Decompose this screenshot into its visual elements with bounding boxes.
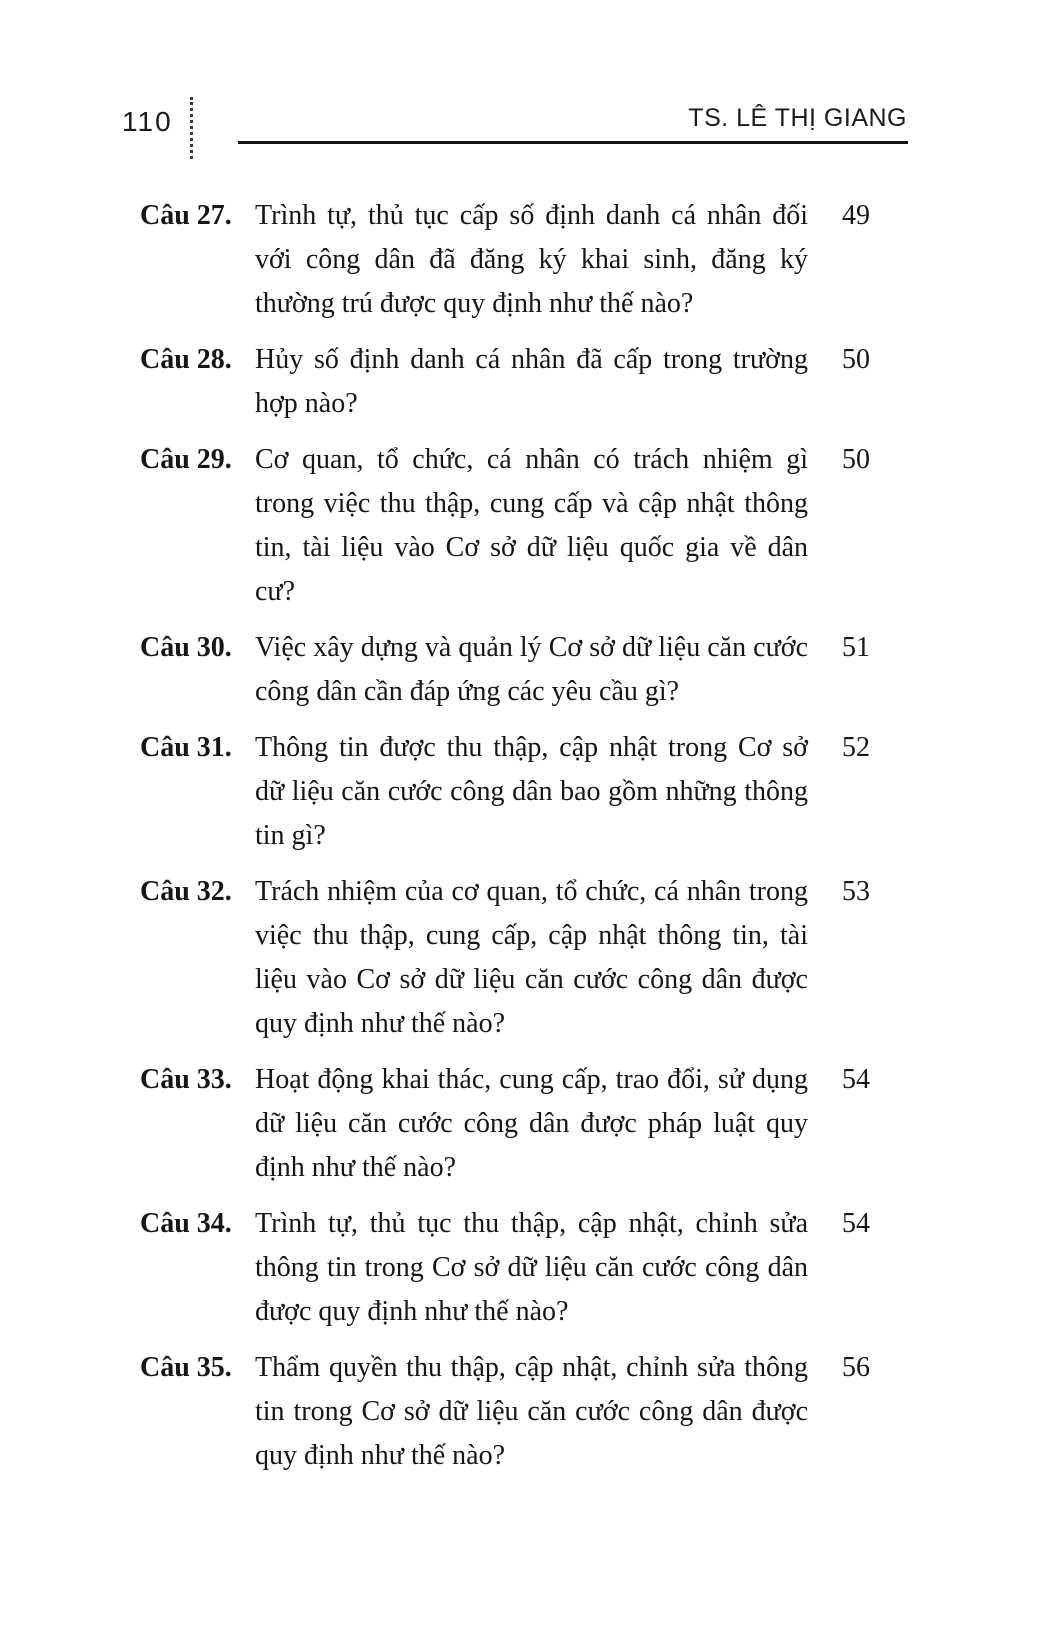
toc-entry <box>140 870 870 1046</box>
toc-entry-label: Câu 27. <box>140 200 232 231</box>
toc-entry-page-number: 53 <box>842 876 870 907</box>
toc-entry-page-number: 54 <box>842 1208 870 1239</box>
toc-entry-text: Cơ quan, tổ chức, cá nhân có trách nhiệm gì trong việc thu thập, cung cấp và cập nhật thông tin, tài liệu vào Cơ sở dữ liệu quốc gia về dân cư? <box>255 444 808 607</box>
toc-entry-label: Câu 34. <box>140 1208 232 1239</box>
toc-entry <box>140 194 870 326</box>
header-dotted-divider-line <box>190 97 193 159</box>
toc-entry-text: Hoạt động khai thác, cung cấp, trao đổi, sử dụng dữ liệu căn cước công dân được pháp luật quy định như thế nào? <box>255 1064 808 1183</box>
toc-entry-label: Câu 33. <box>140 1064 232 1095</box>
page-number: 110 <box>122 106 173 137</box>
toc-entry-label: Câu 29. <box>140 444 232 475</box>
toc-entry-label: Câu 30. <box>140 632 232 663</box>
toc-entry-label: Câu 32. <box>140 876 232 907</box>
toc-entry-page-number: 52 <box>842 732 870 763</box>
toc-entry-label: Câu 31. <box>140 732 232 763</box>
toc-entry-text: Việc xây dựng và quản lý Cơ sở dữ liệu căn cước công dân cần đáp ứng các yêu cầu gì? <box>255 632 808 707</box>
toc-entry-page-number: 51 <box>842 632 870 663</box>
toc-entry-page-number: 50 <box>842 444 870 475</box>
toc-entry-text: Trách nhiệm của cơ quan, tổ chức, cá nhân trong việc thu thập, cung cấp, cập nhật thông tin, tài liệu vào Cơ sở dữ liệu căn cước công dân được quy định như thế nào? <box>255 876 808 1039</box>
toc-entry-label: Câu 28. <box>140 344 232 375</box>
toc-entry-text: Trình tự, thủ tục thu thập, cập nhật, chỉnh sửa thông tin trong Cơ sở dữ liệu căn cước công dân được quy định như thế nào? <box>255 1208 808 1327</box>
toc-entry <box>140 1346 870 1478</box>
toc-entry-label: Câu 35. <box>140 1352 232 1383</box>
toc-entry <box>140 1058 870 1190</box>
toc-entry <box>140 338 870 426</box>
toc-entry-text: Trình tự, thủ tục cấp số định danh cá nhân đối với công dân đã đăng ký khai sinh, đăng ký thường trú được quy định như thế nào? <box>255 200 808 319</box>
toc-entry-page-number: 50 <box>842 344 870 375</box>
toc-entry-text: Thông tin được thu thập, cập nhật trong Cơ sở dữ liệu căn cước công dân bao gồm những thông tin gì? <box>255 732 808 851</box>
toc-entry <box>140 1202 870 1334</box>
toc-entry-page-number: 56 <box>842 1352 870 1383</box>
toc-list <box>140 194 870 1490</box>
toc-entry-page-number: 54 <box>842 1064 870 1095</box>
toc-entry-text: Thẩm quyền thu thập, cập nhật, chỉnh sửa thông tin trong Cơ sở dữ liệu căn cước công dân được quy định như thế nào? <box>255 1352 808 1471</box>
toc-entry <box>140 726 870 858</box>
header-author: TS. LÊ THỊ GIANG <box>688 104 907 132</box>
toc-entry-page-number: 49 <box>842 200 870 231</box>
header-horizontal-rule <box>238 141 908 144</box>
toc-entry <box>140 438 870 614</box>
toc-entry-text: Hủy số định danh cá nhân đã cấp trong trường hợp nào? <box>255 344 808 419</box>
toc-entry <box>140 626 870 714</box>
